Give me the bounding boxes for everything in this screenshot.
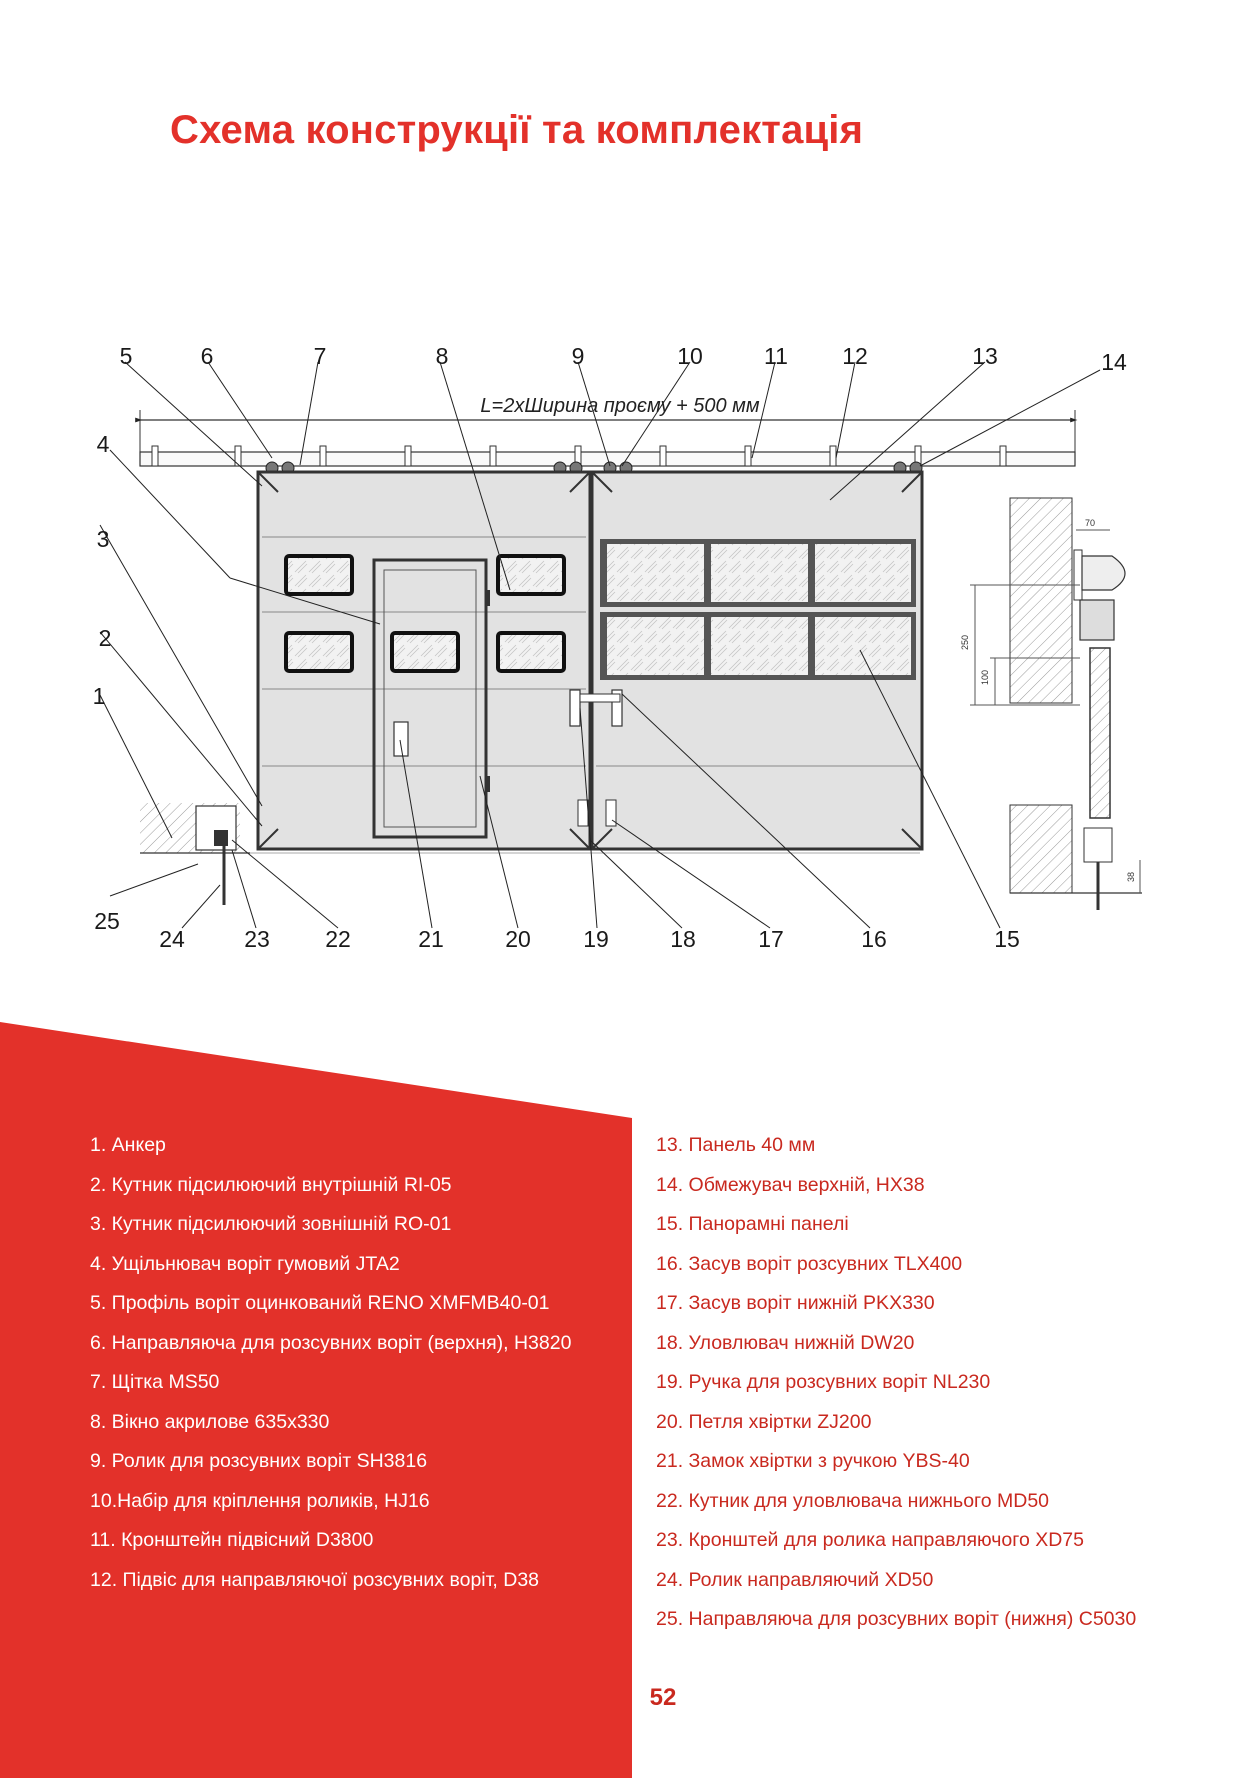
side-dim-1: 250 [960, 634, 970, 650]
parts-list-item: 8. Вікно акрилове 635x330 [90, 1410, 330, 1433]
callout-1: 1 [92, 683, 106, 709]
callout-3: 3 [96, 526, 110, 552]
parts-list-item: 25. Направляюча для розсувних воріт (нижня) C5030 [656, 1608, 1137, 1630]
side-dim-2: 100 [980, 669, 990, 685]
parts-list-item: 21. Замок хвіртки з ручкою YBS-40 [656, 1450, 970, 1472]
callout-17: 17 [758, 926, 784, 952]
callout-6: 6 [200, 343, 214, 369]
page-title: Схема конструкції та комплектація [170, 108, 864, 152]
callout-23: 23 [244, 926, 270, 952]
callout-25: 25 [94, 908, 120, 934]
callout-22: 22 [325, 926, 351, 952]
parts-list-item: 1. Анкер [90, 1134, 166, 1156]
callout-11: 11 [764, 343, 788, 369]
parts-list-item: 18. Уловлювач нижній DW20 [656, 1331, 915, 1354]
callout-10: 10 [677, 343, 703, 369]
parts-list-item: 15. Панорамні панелі [656, 1213, 849, 1235]
callout-21: 21 [418, 926, 444, 952]
parts-list-item: 24. Ролик направляючий XD50 [656, 1568, 934, 1591]
parts-list-item: 9. Ролик для розсувних воріт SH3816 [90, 1450, 428, 1472]
parts-list-item: 19. Ручка для розсувних воріт NL230 [656, 1371, 991, 1393]
callout-5: 5 [119, 343, 133, 369]
parts-list-item: 7. Щітка MS50 [90, 1371, 220, 1393]
parts-list-right [656, 1126, 1136, 1640]
parts-list-item: 23. Кронштей для ролика направляючого XD75 [656, 1529, 1084, 1551]
dimension-label: L=2xШирина проєму + 500 мм [480, 395, 760, 417]
callout-19: 19 [583, 926, 609, 952]
parts-list-item: 20. Петля хвіртки ZJ200 [656, 1410, 872, 1433]
callout-7: 7 [313, 343, 327, 369]
parts-list-item: 11. Кронштейн підвісний D3800 [90, 1529, 374, 1551]
parts-list-item: 14. Обмежувач верхній, HX38 [656, 1173, 925, 1196]
page-number: 52 [649, 1684, 677, 1711]
callout-18: 18 [670, 926, 696, 952]
callout-8: 8 [435, 343, 449, 369]
parts-list-left [90, 1126, 571, 1600]
callout-15: 15 [994, 926, 1020, 952]
callout-4: 4 [96, 431, 110, 457]
parts-list-item: 10.Набір для кріплення роликів, HJ16 [90, 1489, 430, 1512]
parts-list-item: 22. Кутник для уловлювача нижнього MD50 [656, 1489, 1050, 1512]
parts-list-item: 2. Кутник підсилюючий внутрішній RI-05 [90, 1173, 452, 1196]
parts-list-item: 13. Панель 40 мм [656, 1134, 816, 1156]
side-dim-3: 38 [1126, 871, 1136, 882]
parts-list-item: 16. Засув воріт розсувних TLX400 [656, 1252, 963, 1275]
callout-2: 2 [98, 625, 112, 651]
side-dim-0: 70 [1085, 518, 1096, 528]
callout-24: 24 [159, 926, 185, 952]
parts-list-item: 4. Ущільнювач воріт гумовий JTA2 [90, 1252, 400, 1275]
parts-list-item: 5. Профіль воріт оцинкований RENO XMFMB40-01 [90, 1292, 550, 1314]
callout-9: 9 [571, 343, 585, 369]
callout-16: 16 [861, 926, 887, 952]
callout-20: 20 [505, 926, 531, 952]
parts-list-item: 12. Підвіс для направляючої розсувних воріт, D38 [90, 1568, 540, 1591]
callout-12: 12 [842, 343, 868, 369]
callout-13: 13 [972, 343, 998, 369]
parts-list-item: 6. Направляюча для розсувних воріт (верхня), H3820 [90, 1331, 572, 1354]
parts-list-item: 3. Кутник підсилюючий зовнішній RO-01 [90, 1213, 452, 1235]
parts-list-item: 17. Засув воріт нижній PKX330 [656, 1292, 935, 1314]
callout-14: 14 [1101, 349, 1127, 375]
